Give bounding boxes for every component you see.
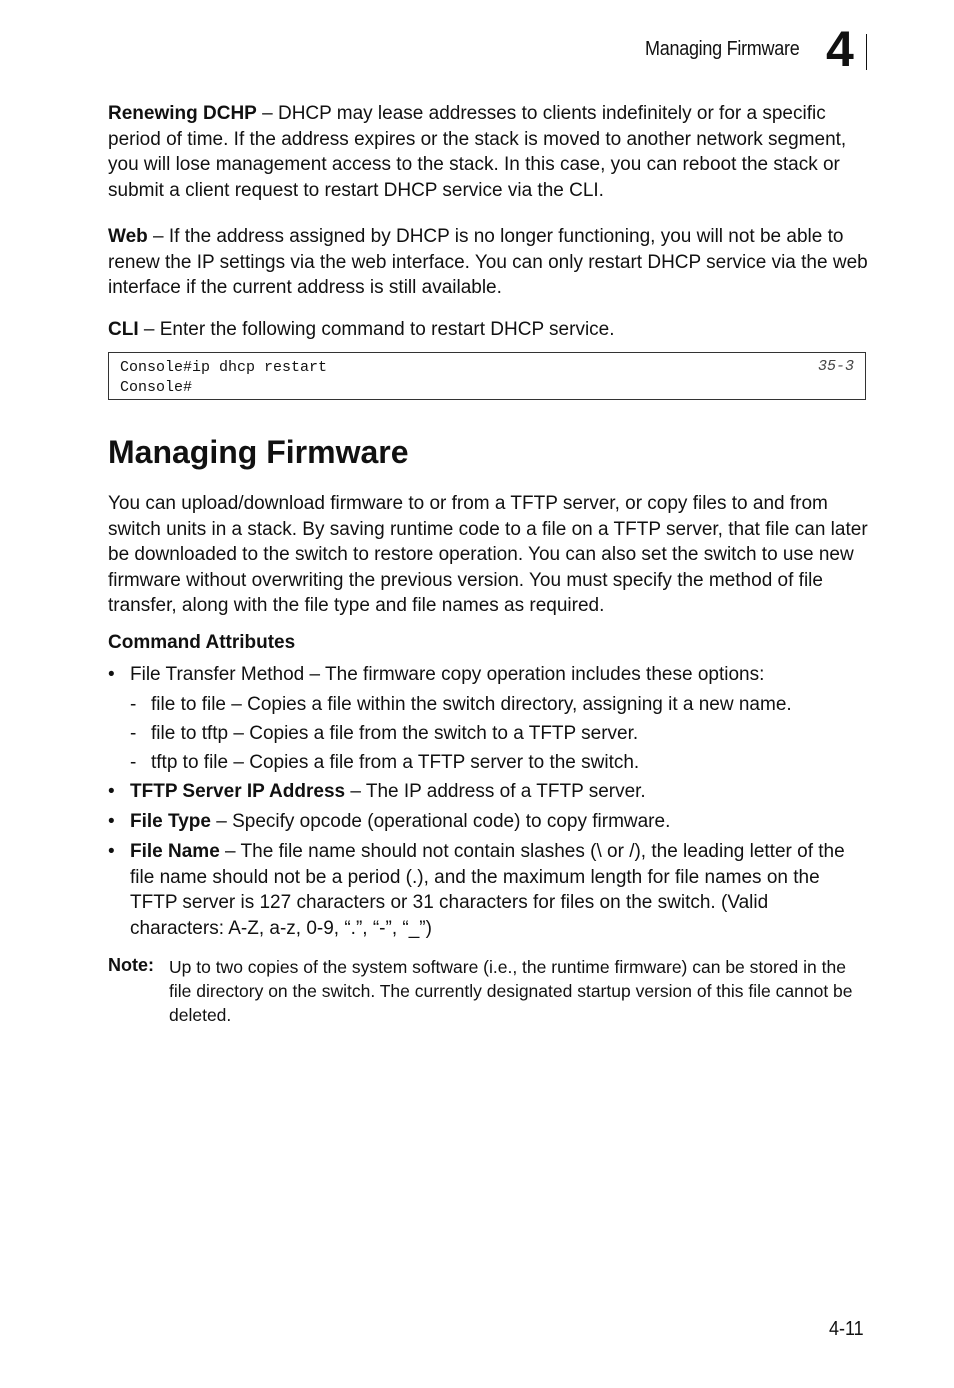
chapter-number: 4 [826, 21, 854, 77]
sub-item-text: file to tftp – Copies a file from the switch to a TFTP server. [151, 723, 639, 744]
code-block [108, 352, 866, 400]
item-desc: – Specify opcode (operational code) to copy firmware. [210, 811, 671, 832]
web-text: – If the address assigned by DHCP is no longer functioning, you will not be able to renew the IP settings via the web interface. You can only restart DHCP service via the web interface if the current address is still available. [108, 226, 868, 298]
note-text: Up to two copies of the system software (i.e., the runtime firmware) can be stored in the file directory on the switch. The currently designated startup version of this file cannot be deleted. [169, 957, 853, 1025]
bullet-mark: • [108, 811, 115, 832]
note-label: Note: [108, 955, 154, 975]
item-desc: – The IP address of a TFTP server. [345, 781, 646, 802]
cli-label: CLI [108, 319, 139, 340]
item-label: File Type [130, 811, 211, 832]
section-title: Managing Firmware [108, 434, 409, 470]
item-text: File Transfer Method – The firmware copy operation includes these options: [130, 664, 765, 685]
item-label: File Name [130, 841, 220, 862]
item-desc: – The file name should not contain slashes (\ or /), the leading letter of the file name should not be a period (.), and the maximum length for file names on the TFTP server is 127 characters or 31 characters for files on the switch. (Valid characters: A-Z, a-z, 0-9, “.”, “-”, “_”) [130, 841, 845, 939]
dash-mark: - [130, 723, 137, 744]
web-label: Web [108, 226, 148, 247]
bullet-mark: • [108, 841, 115, 862]
item-text [130, 809, 870, 835]
renewing-text: – DHCP may lease addresses to clients indefinitely or for a specific period of time. If the address expires or the stack is moved to another network segment, you will lose management access to the stack. In this case, you can reboot the stack or submit a client request to restart DHCP service via the CLI. [108, 103, 847, 201]
dash-mark: - [130, 694, 137, 715]
bullet-mark: • [108, 781, 115, 802]
dash-mark: - [130, 752, 137, 773]
section-intro: You can upload/download firmware to or from a TFTP server, or copy files to and from switch units in a stack. By saving runtime code to a file on a TFTP server, that file can later be downloaded to the switch to restore operation. You can also set the switch to use new firmware without overwriting the previous version. You must specify the method of file transfer, along with the file type and file names as required. [108, 493, 868, 616]
cli-paragraph [108, 317, 868, 343]
cli-text: – Enter the following command to restart DHCP service. [138, 319, 615, 340]
sub-item-text: file to file – Copies a file within the switch directory, assigning it a new name. [151, 694, 792, 715]
renewing-paragraph [108, 101, 868, 203]
web-paragraph [108, 224, 868, 301]
code-line-1: Console#ip dhcp restart [120, 359, 328, 376]
item-text [130, 839, 865, 941]
code-reference: 35-3 [817, 358, 854, 375]
sub-item-text: tftp to file – Copies a file from a TFTP server to the switch. [151, 752, 640, 773]
attributes-heading: Command Attributes [108, 632, 296, 653]
code-line-2: Console# [120, 379, 193, 396]
item-text [130, 779, 870, 805]
renewing-label: Renewing DCHP [108, 103, 257, 124]
bullet-mark: • [108, 664, 115, 685]
page-number: 4-11 [829, 1318, 864, 1340]
item-label: TFTP Server IP Address [130, 781, 346, 802]
running-header: Managing Firmware [645, 38, 800, 60]
